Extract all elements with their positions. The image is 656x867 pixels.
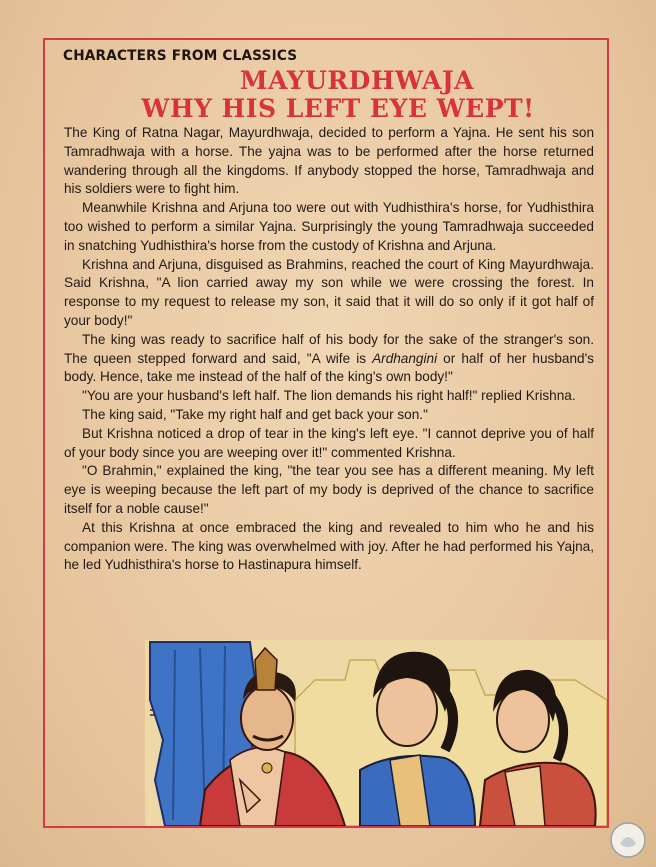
story-subtitle: WHY HIS LEFT EYE WEPT! bbox=[141, 94, 535, 123]
story-illustration bbox=[145, 640, 607, 826]
publisher-stamp bbox=[608, 820, 648, 860]
story-paragraph-8: "O Brahmin," explained the king, "the tear you see has a different meaning. My left eye is weeping because the left part of my body is deprived of the chance to sacrifice itself for a noble cause!" bbox=[64, 463, 594, 516]
story-paragraph-6: The king said, "Take my right half and get back your son." bbox=[82, 406, 428, 422]
section-kicker: CHARACTERS FROM CLASSICS bbox=[63, 48, 298, 64]
story-paragraph-5: "You are your husband's left half. The lion demands his right half!" replied Krishna. bbox=[82, 388, 576, 404]
story-paragraph-7: But Krishna noticed a drop of tear in the king's left eye. "I cannot deprive you of half of your body since you are weeping over it!" commented Krishna. bbox=[64, 425, 594, 460]
story-title: MAYURDHWAJA bbox=[239, 66, 475, 95]
paragraph-4-text-start: The king was ready to sacrifice half of his body for the sake of the stranger's son. The queen stepped forward and said, "A wife is bbox=[64, 331, 594, 366]
story-body bbox=[64, 124, 594, 575]
story-paragraph-3: Krishna and Arjuna, disguised as Brahmins, reached the court of King Mayurdhwaja. Said Krishna, "A lion carried away my son while we were crossing the forest. In response to my request to release my son, it said that it will do so only if it got half of your body!" bbox=[64, 256, 594, 328]
story-paragraph-2: Meanwhile Krishna and Arjuna too were out with Yudhisthira's horse, for Yudhisthira too wished to perform a similar Yajna. Surprisingly the young Tamradhwaja succeeded in snatching Yudhisthira's horse from the custody of Krishna and Arjuna. bbox=[64, 200, 594, 253]
story-paragraph-9: At this Krishna at once embraced the king and revealed to him who he and his companion were. The king was overwhelmed with joy. After he had performed his Yajna, he led Yudhisthira's horse to Hastinapura himself. bbox=[64, 519, 594, 573]
story-paragraph-1: The King of Ratna Nagar, Mayurdhwaja, decided to perform a Yajna. He sent his son Tamradhwaja with a horse. The yajna was to be performed after the horse returned wandering through all the kingdoms. If anybody stopped the horse, Tamradhwaja and his soldiers were to fight him. bbox=[64, 125, 594, 197]
ardhangini-term: Ardhangini bbox=[372, 350, 438, 366]
paragraph-4-text-end: or half of her husband's body. Hence, take me instead of the half of the king's own body!" bbox=[64, 350, 594, 385]
story-paragraph-4 bbox=[64, 331, 594, 387]
